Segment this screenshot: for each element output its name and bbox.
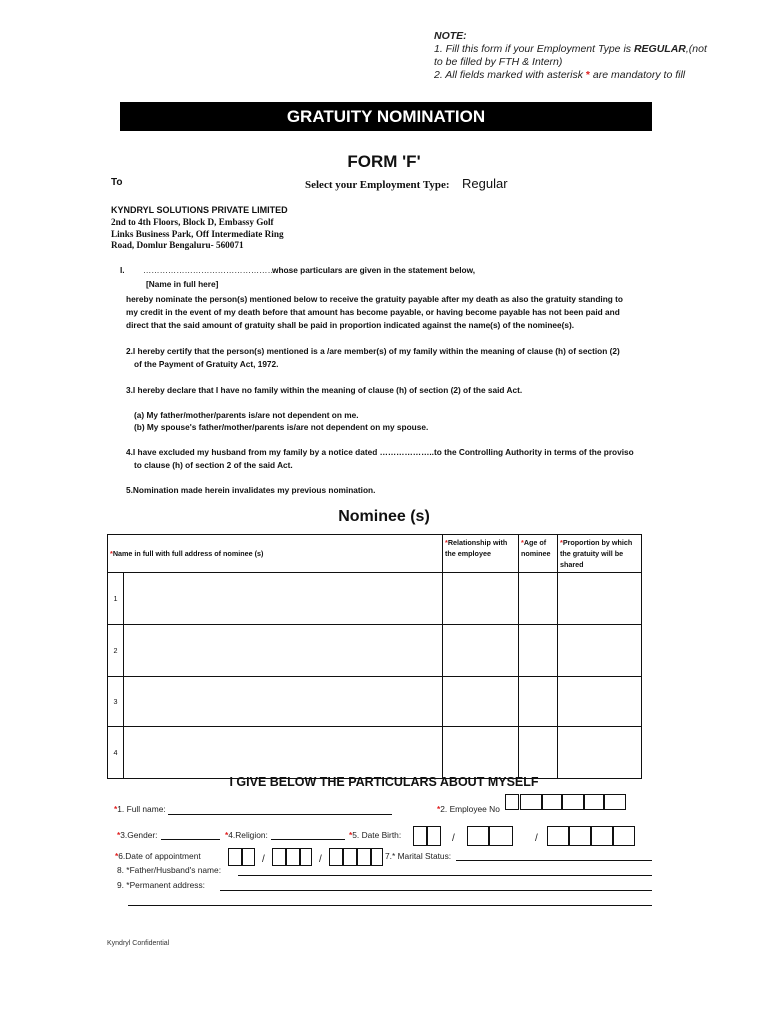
employee-no-box[interactable] — [520, 794, 542, 810]
dob-day-box[interactable] — [413, 826, 427, 846]
doa-day-box[interactable] — [228, 848, 242, 866]
dob-year-box[interactable] — [569, 826, 591, 846]
proportion-cell[interactable] — [558, 625, 642, 677]
date-separator: / — [262, 854, 265, 865]
full-name-label: *1. Full name: — [114, 804, 166, 814]
religion-label: *4.Religion: — [225, 830, 268, 840]
paragraph-3a: (a) My father/mother/parents is/are not dependent on me. — [134, 410, 359, 420]
to-label: To — [111, 177, 123, 188]
dob-year-box[interactable] — [613, 826, 635, 846]
name-dots-field[interactable]: ……………………………………………… — [143, 265, 293, 275]
religion-field[interactable] — [271, 839, 345, 840]
note-heading: NOTE: — [434, 30, 467, 42]
header-proportion: *Proportion by which the gratuity will be shared — [558, 535, 642, 573]
company-name: KYNDRYL SOLUTIONS PRIVATE LIMITED — [111, 205, 288, 215]
employment-type-select[interactable]: Regular — [462, 176, 508, 191]
nominee-name-cell[interactable] — [124, 677, 443, 727]
paragraph-5: 5.Nomination made herein invalidates my previous nomination. — [126, 485, 376, 495]
dob-month-box[interactable] — [467, 826, 489, 846]
proportion-cell[interactable] — [558, 727, 642, 779]
instructions-note — [434, 30, 754, 82]
paragraph-2: 2.I hereby certify that the person(s) mentioned is a /are member(s) of my family within the meaning of clause (h) of section (2) of the Payment of Gratuity Act, 1972. — [126, 346, 620, 369]
dob-month-box[interactable] — [489, 826, 513, 846]
declaration-whose: whose particulars are given in the statement below, — [272, 265, 476, 275]
table-row — [108, 677, 642, 727]
doa-month-box[interactable] — [272, 848, 286, 866]
date-birth-label: *5. Date Birth: — [349, 830, 402, 840]
paragraph-1: hereby nominate the person(s) mentioned below to receive the gratuity payable after my death as also the gratuity standing to my credit in the event of my death before that amount has become payable, or having become payable has not been paid and direct that the said amount of gratuity shall be paid in proportion indicated against the name(s) of the nominee(s). — [126, 294, 623, 330]
age-cell[interactable] — [519, 677, 558, 727]
age-cell[interactable] — [519, 625, 558, 677]
employee-no-box[interactable] — [505, 794, 519, 810]
note-line-1-cont: to be filled by FTH & Intern) — [434, 56, 563, 68]
employment-type-label: Select your Employment Type: — [305, 179, 450, 191]
permanent-address-label: 9. *Permanent address: — [117, 880, 205, 890]
footer-confidential: Kyndryl Confidential — [107, 940, 170, 947]
title-banner: GRATUITY NOMINATION — [120, 102, 652, 131]
dob-year-box[interactable] — [591, 826, 613, 846]
form-title: FORM 'F' — [347, 152, 421, 171]
relationship-cell[interactable] — [443, 727, 519, 779]
row-number: 4 — [108, 727, 124, 779]
nominee-name-cell[interactable] — [124, 625, 443, 677]
employee-no-label: *2. Employee No — [437, 804, 500, 814]
age-cell[interactable] — [519, 573, 558, 625]
marital-status-label: 7.* Marital Status: — [385, 851, 452, 861]
dob-year-box[interactable] — [547, 826, 569, 846]
employee-no-box[interactable] — [604, 794, 626, 810]
father-husband-field[interactable] — [238, 875, 652, 876]
paragraph-3b: (b) My spouse's father/mother/parents is/are not dependent on my spouse. — [134, 422, 429, 432]
table-row — [108, 625, 642, 677]
company-address: 2nd to 4th Floors, Block D, Embassy Golf Links Business Park, Off Intermediate Ring Road, Domlur Bengaluru- 560071 — [111, 217, 284, 250]
employee-no-box[interactable] — [562, 794, 584, 810]
date-appointment-label: *6.Date of appointment — [115, 851, 201, 861]
nominee-name-cell[interactable] — [124, 573, 443, 625]
gender-field[interactable] — [161, 839, 220, 840]
paragraph-3: 3.I hereby declare that I have no family within the meaning of clause (h) of section (2) of the said Act. — [126, 385, 523, 395]
note-line-2: 2. All fields marked with asterisk * are mandatory to fill — [434, 69, 686, 81]
relationship-cell[interactable] — [443, 677, 519, 727]
full-name-field[interactable] — [168, 814, 392, 815]
permanent-address-field[interactable] — [220, 890, 652, 891]
particulars-title: I GIVE BELOW THE PARTICULARS ABOUT MYSELF — [229, 775, 539, 789]
date-separator: / — [452, 833, 455, 844]
name-hint: [Name in full here] — [146, 279, 219, 289]
date-separator: / — [535, 833, 538, 844]
marital-status-field[interactable] — [456, 860, 652, 861]
relationship-cell[interactable] — [443, 625, 519, 677]
dob-day-box[interactable] — [427, 826, 441, 846]
header-name: *Name in full with full address of nominee (s) — [108, 535, 443, 573]
nominee-table — [107, 534, 642, 779]
date-separator: / — [319, 854, 322, 865]
row-number: 1 — [108, 573, 124, 625]
note-line-1: 1. Fill this form if your Employment Type is REGULAR,(not — [434, 43, 707, 55]
age-cell[interactable] — [519, 727, 558, 779]
doa-month-box[interactable] — [300, 848, 312, 866]
employee-no-box[interactable] — [542, 794, 562, 810]
proportion-cell[interactable] — [558, 677, 642, 727]
doa-year-box[interactable] — [343, 848, 357, 866]
header-age: *Age of nominee — [519, 535, 558, 573]
permanent-address-field-line-2[interactable] — [128, 905, 652, 906]
header-relationship: *Relationship with the employee — [443, 535, 519, 573]
doa-year-box[interactable] — [357, 848, 371, 866]
nominee-title: Nominee (s) — [338, 508, 430, 525]
gender-label: *3.Gender: — [117, 830, 158, 840]
doa-year-box[interactable] — [329, 848, 343, 866]
nominee-name-cell[interactable] — [124, 727, 443, 779]
paragraph-4: 4.I have excluded my husband from my family by a notice dated ………………..to the Controlling Authority in terms of the proviso to clause (h) of section 2 of the said Act. — [126, 447, 634, 470]
doa-year-box[interactable] — [371, 848, 383, 866]
proportion-cell[interactable] — [558, 573, 642, 625]
table-row — [108, 573, 642, 625]
employee-no-box[interactable] — [584, 794, 604, 810]
declaration-i-label: I. — [120, 265, 125, 275]
doa-day-box[interactable] — [242, 848, 255, 866]
nominee-header-row — [108, 535, 642, 573]
row-number: 2 — [108, 625, 124, 677]
row-number: 3 — [108, 677, 124, 727]
doa-month-box[interactable] — [286, 848, 300, 866]
table-row — [108, 727, 642, 779]
relationship-cell[interactable] — [443, 573, 519, 625]
father-husband-label: 8. *Father/Husband's name: — [117, 865, 222, 875]
